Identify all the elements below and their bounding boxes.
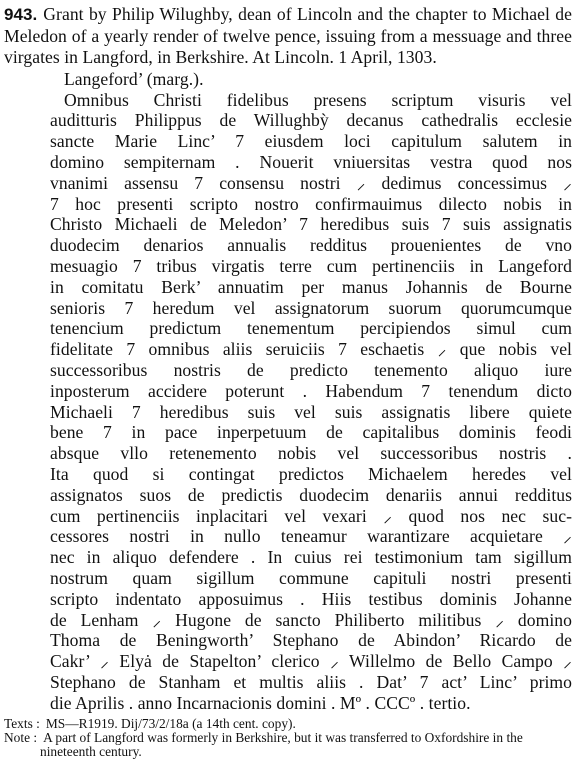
text-line: Cakr’ ⸝ Elyȧ de Stapelton’ clerico ⸝ Willelmo de Bello Campo ⸝ — [50, 651, 572, 672]
text-line: 7 hoc presenti scripto nostro confirmauimus dilecto nobis in — [50, 193, 572, 214]
text-line: assignatos suos de predictis duodecim denariis annui redditus — [50, 484, 572, 505]
text-line: cessores nostri in nullo teneamur warantizare acquietare ⸝ — [50, 526, 572, 547]
text-line: absque vllo retenemento nobis vel successoribus nostris . — [50, 443, 572, 464]
text-line: in comitatu Berk’ annuatim per manus Johannis de Bourne — [50, 276, 572, 297]
text-line: fidelitate 7 omnibus aliis seruiciis 7 eschaetis ⸝ que nobis vel — [50, 339, 572, 360]
text-line: mesuagio 7 tribus virgatis terre cum pertinenciis in Langeford — [50, 255, 572, 276]
text-line: Stephano de Stanham et multis aliis . Dat’ 7 act’ Linc’ primo — [50, 671, 572, 692]
text-line: vnanimi assensu 7 consensu nostri ⸝ dedimus concessimus ⸝ — [50, 172, 572, 193]
text-line: tenencium predictum tenementum percipiendos simul cum — [50, 318, 572, 339]
text-line: bene 7 in pace inperpetuum de capitalibus dominis feodi — [50, 422, 572, 443]
text-line: domino sempiternam . Nouerit vniuersitas vestra quod nos — [50, 151, 572, 172]
text-line: cum pertinenciis inplacitari vel vexari ⸝ quod nos nec suc- — [50, 505, 572, 526]
text-line: Michaeli 7 heredibus suis vel suis assignatis libere quiete — [50, 401, 572, 422]
charter-body — [4, 69, 572, 714]
text-line: nostrum quam sigillum commune capituli nostri presenti — [50, 567, 572, 588]
text-line: die Aprilis . anno Incarnacionis domini . Mº . CCCº . tertio. — [50, 692, 471, 713]
entry-number: 943. — [4, 5, 38, 24]
text-line: nec in aliquo defendere . In cuius rei testimonium tam sigillum — [50, 547, 572, 568]
latin-text — [50, 90, 572, 714]
text-line: senioris 7 heredum vel assignatorum suorum quorumcumque — [50, 297, 572, 318]
marginal-note: Langeford’ (marg.). — [64, 68, 204, 89]
text-line: de Lenham ⸝ Hugone de sancto Philiberto militibus ⸝ domino — [50, 609, 572, 630]
note-line — [4, 731, 572, 759]
text-line: Christo Michaeli de Meledon’ 7 heredibus suis 7 suis assignatis — [50, 214, 572, 235]
footnotes — [4, 717, 572, 759]
text-line: auditturis Philippus de Willughbỳ decanus cathedralis ecclesie — [50, 110, 572, 131]
texts-line — [4, 717, 572, 731]
text-line: scripto indentato apposuimus . Hiis testibus dominis Johanne — [50, 588, 572, 609]
note-label: Note : — [4, 730, 38, 746]
entry-heading-text: Grant by Philip Wilughby, dean of Lincoln and the chapter to Michael de Meledon of a yearly render of twelve pence, issuing from a messuage and three virgates in Langford, in Berkshire. At Lincoln. 1 April, 1303. — [4, 4, 572, 68]
text-line: Thoma de Beningworth’ Stephano de Abindon’ Ricardo de — [50, 630, 572, 651]
texts-value: MS—R1919. Dij/73/2/18a (a 14th cent. copy). — [45, 716, 296, 732]
texts-label: Texts : — [4, 716, 40, 732]
text-line: Omnibus Christi fidelibus presens scriptum visuris vel — [64, 89, 572, 110]
text-line: inposterum accidere poterunt . Habendum 7 tenendum dicto — [50, 380, 572, 401]
note-value: A part of Langford was formerly in Berkshire, but it was transferred to Oxfordshire in the nineteenth century. — [40, 730, 523, 760]
text-line: sancte Marie Linc’ 7 eiusdem loci capitulum salutem in — [50, 131, 572, 152]
text-line: Ita quod si contingat predictos Michaelem heredes vel — [50, 463, 572, 484]
document-page — [4, 4, 572, 759]
text-line: duodecim denarios annualis redditus prouenientes de vno — [50, 235, 572, 256]
entry-heading — [4, 4, 572, 69]
text-line: successoribus nostris de predicto tenemento aliquo iure — [50, 359, 572, 380]
